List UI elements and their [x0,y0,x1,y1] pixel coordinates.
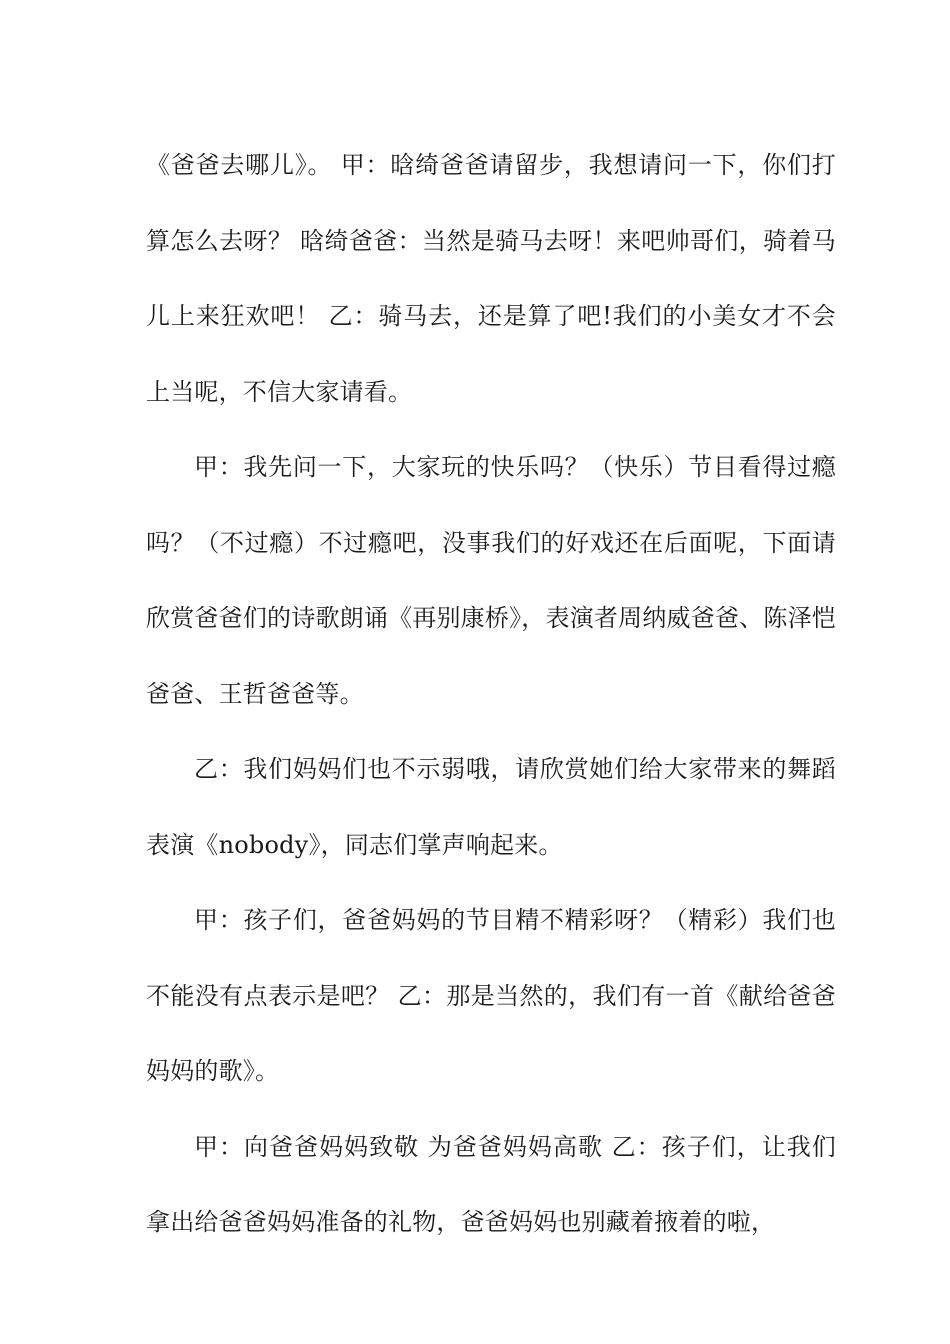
paragraph-4: 甲：孩子们，爸爸妈妈的节目精不精彩呀？（精彩）我们也不能没有点表示是吧？ 乙：那是当然的，我们有一首《献给爸爸妈妈的歌》。 [146,906,836,1085]
paragraph-5: 甲：向爸爸妈妈致敬 为爸爸妈妈高歌 乙：孩子们，让我们拿出给爸爸妈妈准备的礼物，爸爸妈妈也别藏着掖着的啦， [146,1132,836,1236]
document-body [146,128,836,1261]
paragraph-2: 甲：我先问一下，大家玩的快乐吗？（快乐）节目看得过瘾吗？（不过瘾）不过瘾吧，没事我们的好戏还在后面呢，下面请欣赏爸爸们的诗歌朗诵《再别康桥》，表演者周纳威爸爸、陈泽恺爸爸、王哲爸爸等。 [146,453,836,708]
paragraph-1: 《爸爸去哪儿》。 甲：晗绮爸爸请留步，我想请问一下，你们打算怎么去呀？ 晗绮爸爸：当然是骑马去呀！来吧帅哥们，骑着马儿上来狂欢吧！ 乙：骑马去，还是算了吧!我们的小美女才不会上当呢，不信大家请看。 [146,151,836,406]
paragraph-3: 乙：我们妈妈们也不示弱哦，请欣赏她们给大家带来的舞蹈表演《nobody》，同志们掌声响起来。 [146,755,836,859]
